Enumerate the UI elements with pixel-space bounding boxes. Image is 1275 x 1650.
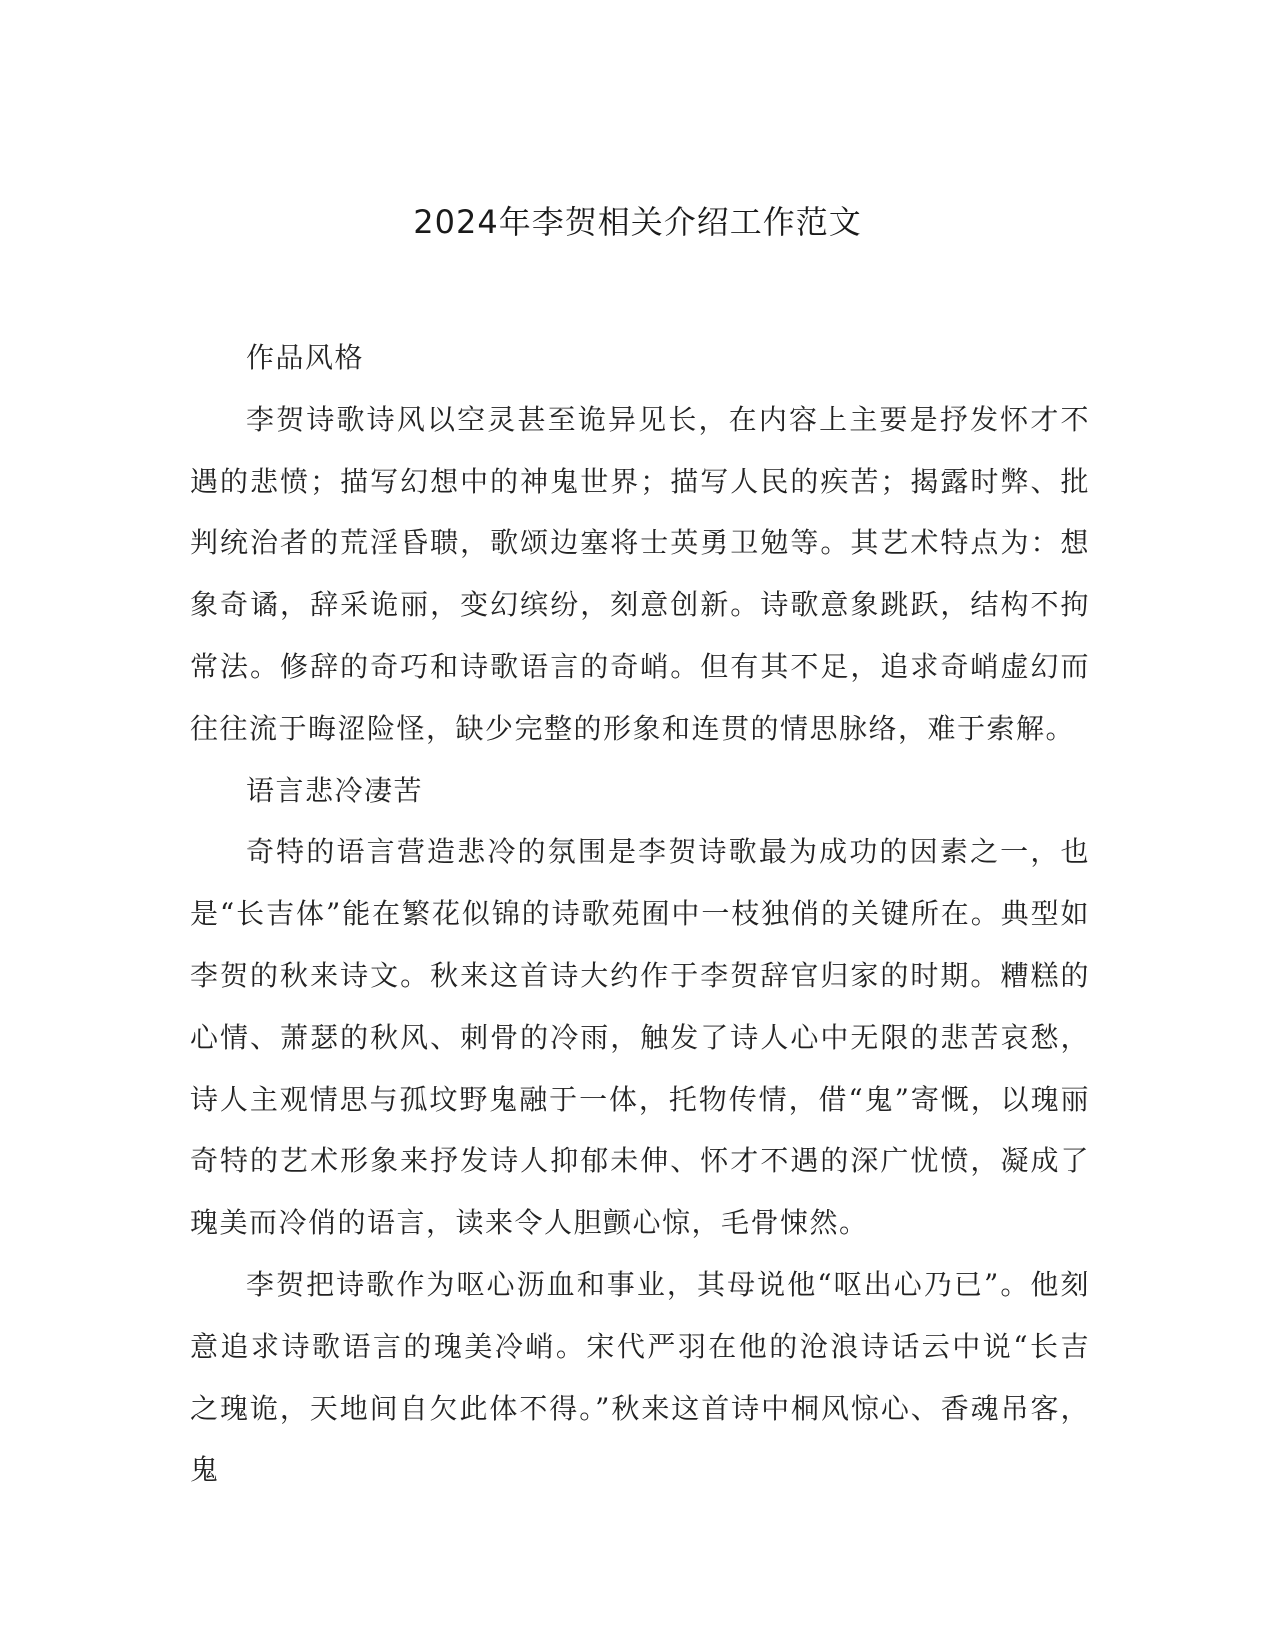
paragraph-language-atmosphere: 奇特的语言营造悲冷的氛围是李贺诗歌最为成功的因素之一，也是“长吉体”能在繁花似锦的诗歌苑囿中一枝独俏的关键所在。典型如李贺的秋来诗文。秋来这首诗大约作于李贺辞官归家的时期。糟糕的心情、萧瑟的秋风、刺骨的冷雨，触发了诗人心中无限的悲苦哀愁，诗人主观情思与孤坟野鬼融于一体，托物传情，借“鬼”寄慨，以瑰丽奇特的艺术形象来抒发诗人抑郁未伸、怀才不遇的深广忧愤，凝成了瑰美而冷俏的语言，读来令人胆颤心惊，毛骨悚然。 (190, 835, 1090, 1240)
section-heading-language: 语言悲冷凄苦 (246, 773, 424, 807)
paragraph-language-pursuit: 李贺把诗歌作为呕心沥血和事业，其母说他“呕出心乃已”。他刻意追求诗歌语言的瑰美冷峭。宋代严羽在他的沧浪诗话云中说“长吉之瑰诡，天地间自欠此体不得。”秋来这首诗中桐风惊心、香魂吊客，鬼 (190, 1267, 1090, 1487)
paragraph-style-description: 李贺诗歌诗风以空灵甚至诡异见长，在内容上主要是抒发怀才不遇的悲愤；描写幻想中的神鬼世界；描写人民的疾苦；揭露时弊、批判统治者的荒淫昏聩，歌颂边塞将士英勇卫勉等。其艺术特点为：想象奇谲，辞采诡丽，变幻缤纷，刻意创新。诗歌意象跳跃，结构不拘常法。修辞的奇巧和诗歌语言的奇峭。但有其不足，追求奇峭虚幻而往往流于晦涩险怪，缺少完整的形象和连贯的情思脉络，难于索解。 (190, 402, 1090, 745)
document-title: 2024年李贺相关介绍工作范文 (413, 203, 862, 241)
section-heading-style: 作品风格 (246, 341, 365, 374)
document-body (190, 327, 1090, 1501)
